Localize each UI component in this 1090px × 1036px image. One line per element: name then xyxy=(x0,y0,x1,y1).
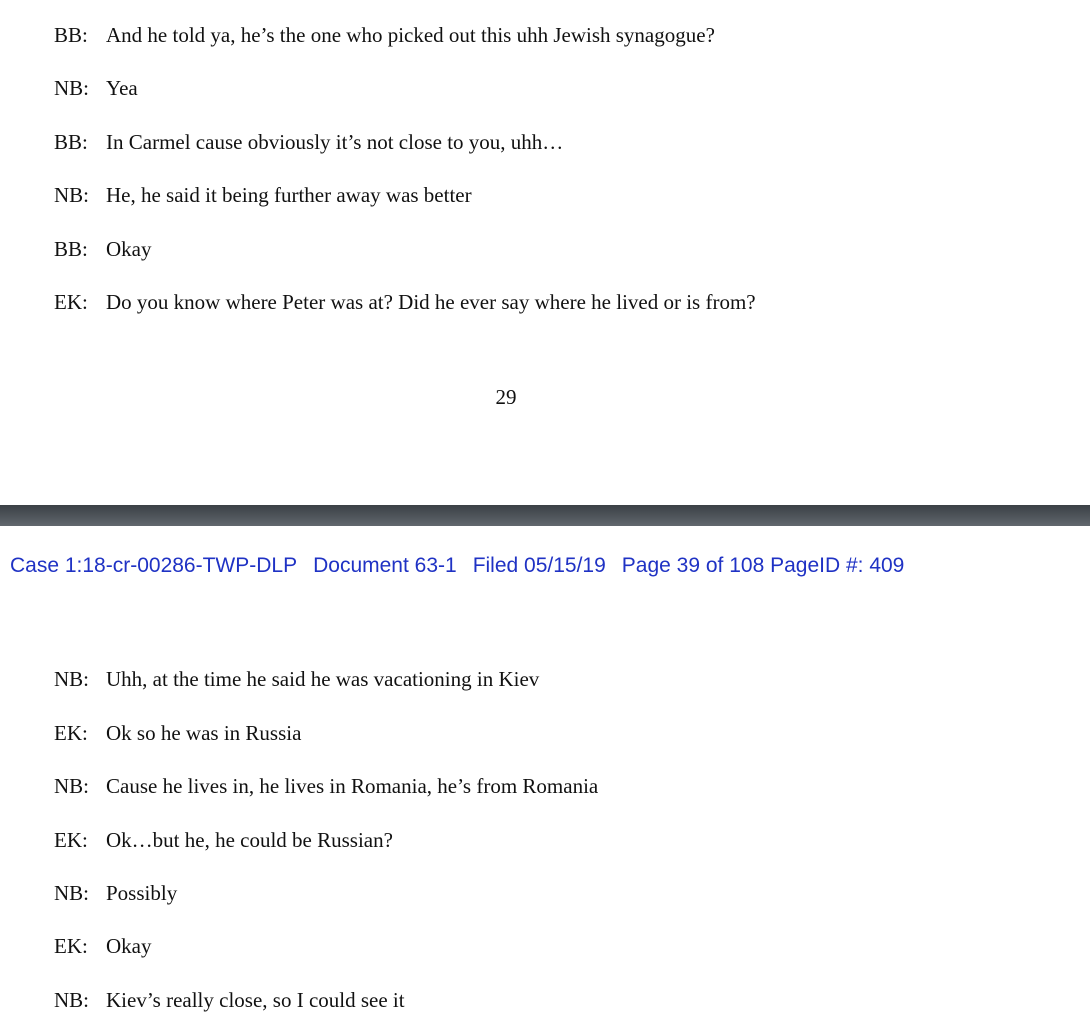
page-id: Page 39 of 108 PageID #: 409 xyxy=(621,554,905,577)
transcript-page-bottom xyxy=(0,526,1090,1036)
page-separator xyxy=(0,505,1090,526)
speaker-label: BB: xyxy=(54,23,88,47)
transcript-line xyxy=(54,773,598,799)
speaker-label: BB: xyxy=(54,130,88,154)
transcript-line xyxy=(54,720,301,746)
filed-date: Filed 05/15/19 xyxy=(472,554,606,577)
line-text: Ok…but he, he could be Russian? xyxy=(106,828,393,852)
speaker-label: NB: xyxy=(54,667,90,691)
speaker-label: EK: xyxy=(54,721,88,745)
speaker-label: EK: xyxy=(54,828,88,852)
transcript-line xyxy=(54,22,715,48)
transcript-line xyxy=(54,933,152,959)
transcript-line xyxy=(54,666,539,692)
transcript-line xyxy=(54,129,563,155)
line-text: Possibly xyxy=(106,881,178,905)
speaker-label: NB: xyxy=(54,76,90,100)
speaker-label: NB: xyxy=(54,774,90,798)
speaker-label: NB: xyxy=(54,183,90,207)
line-text: Kiev’s really close, so I could see it xyxy=(106,988,405,1012)
line-text: Ok so he was in Russia xyxy=(106,721,302,745)
speaker-label: BB: xyxy=(54,237,88,261)
case-number: Case 1:18-cr-00286-TWP-DLP xyxy=(10,554,298,577)
speaker-label: EK: xyxy=(54,934,88,958)
line-text: Cause he lives in, he lives in Romania, he’s from Romania xyxy=(106,774,599,798)
transcript-line xyxy=(54,75,138,101)
line-text: He, he said it being further away was better xyxy=(106,183,472,207)
transcript-line xyxy=(54,289,756,315)
transcript-page-top xyxy=(0,0,1090,505)
line-text: In Carmel cause obviously it’s not close to you, uhh… xyxy=(106,130,564,154)
transcript-line xyxy=(54,880,177,906)
case-header xyxy=(10,552,904,580)
transcript-line xyxy=(54,236,152,262)
transcript-line xyxy=(54,182,472,208)
speaker-label: NB: xyxy=(54,881,90,905)
speaker-label: NB: xyxy=(54,988,90,1012)
speaker-label: EK: xyxy=(54,290,88,314)
line-text: Uhh, at the time he said he was vacationing in Kiev xyxy=(106,667,540,691)
page-number: 29 xyxy=(495,385,517,409)
transcript-line xyxy=(54,987,405,1013)
document-number: Document 63-1 xyxy=(313,554,457,577)
line-text: Okay xyxy=(106,934,152,958)
line-text: Yea xyxy=(106,76,138,100)
transcript-line xyxy=(54,827,393,853)
line-text: Okay xyxy=(106,237,152,261)
line-text: Do you know where Peter was at? Did he ever say where he lived or is from? xyxy=(106,290,756,314)
line-text: And he told ya, he’s the one who picked out this uhh Jewish synagogue? xyxy=(106,23,715,47)
